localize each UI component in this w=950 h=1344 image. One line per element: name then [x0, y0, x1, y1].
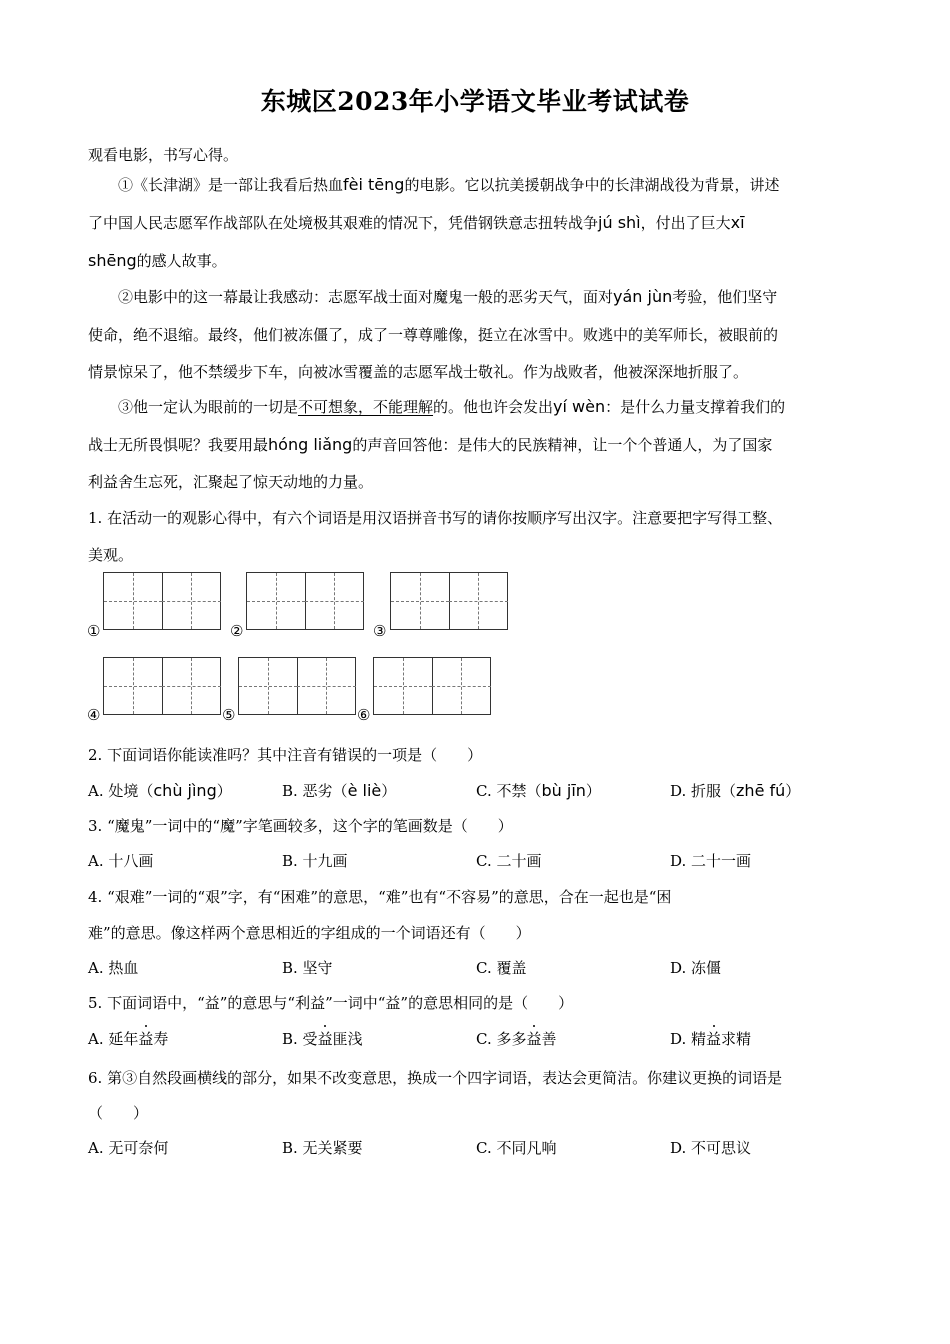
para1-text: ①《长津湖》是一部让我看后热血 — [118, 176, 344, 194]
pinyin-xi: xī — [730, 213, 745, 232]
pinyin-sheng: shēng — [88, 251, 137, 270]
para2-line3: 情景惊呆了，他不禁缓步下车，向被冰雪覆盖的志愿军战士敬礼。作为战败者，他被深深地折服了。 — [88, 363, 749, 381]
q2-stem: 2. 下面词语你能读准吗？其中注音有错误的一项是（ ） — [88, 746, 483, 764]
para1-line1 — [118, 174, 779, 195]
writing-grid-6[interactable] — [373, 657, 491, 715]
intro-text: 观看电影，书写心得。 — [88, 146, 239, 164]
q2-option-d[interactable]: D. 折服（zhē fú） — [670, 781, 801, 800]
para3-text: 的。他也许会发出 — [433, 398, 554, 416]
q6-stem: 6. 第③自然段画横线的部分，如果不改变意思，换成一个四字词语，表达会更简洁。你建议更换的词语是 — [88, 1069, 783, 1087]
para1-text: 的感人故事。 — [136, 252, 227, 270]
pinyin-hongliang: hóng liǎng — [268, 435, 353, 454]
grid-label-2: ② — [230, 622, 244, 640]
grid-label-1: ① — [87, 622, 101, 640]
para3-line3: 利益舍生忘死，汇聚起了惊天动地的力量。 — [88, 473, 374, 491]
emphasis-dot: 益 — [706, 1030, 722, 1048]
q5-stem: 5. 下面词语中，“益”的意思与“利益”一词中“益”的意思相同的是（ ） — [88, 994, 574, 1012]
q4-option-d[interactable]: D. 冻僵 — [670, 959, 722, 977]
q6-stem-cont: （ ） — [88, 1104, 149, 1122]
para3-line1 — [118, 396, 785, 417]
q5-option-b[interactable]: B. 受益匪浅 — [282, 1030, 363, 1048]
pinyin-yiwen: yí wèn — [553, 397, 606, 416]
q3-option-c[interactable]: C. 二十画 — [476, 852, 542, 870]
para1-line3 — [88, 250, 227, 271]
para1-text: 了中国人民志愿军作战部队在处境极其艰难的情况下，凭借钢铁意志扭转战争 — [88, 214, 599, 232]
writing-grid-5[interactable] — [238, 657, 356, 715]
q6-option-d[interactable]: D. 不可思议 — [670, 1139, 752, 1157]
pinyin-jushi: jú shì — [598, 213, 641, 232]
emphasis-dot: 益 — [317, 1030, 333, 1048]
para3-text: ：是什么力量支撑着我们的 — [605, 398, 786, 416]
q4-option-b[interactable]: B. 坚守 — [282, 959, 333, 977]
q2-option-c[interactable]: C. 不禁（bù jīn） — [476, 781, 601, 800]
pinyin-yanjun: yán jùn — [613, 287, 673, 306]
para3-line2 — [88, 434, 772, 455]
q6-option-a[interactable]: A. 无可奈何 — [88, 1139, 169, 1157]
q1-stem: 1. 在活动一的观影心得中，有六个词语是用汉语拼音书写的请你按顺序写出汉字。注意要把字写得工整、 — [88, 509, 783, 527]
grid-label-4: ④ — [87, 706, 101, 724]
emphasis-dot: 益 — [138, 1030, 154, 1048]
grid-label-5: ⑤ — [222, 706, 236, 724]
para1-text: ，付出了巨大 — [640, 214, 731, 232]
q4-option-a[interactable]: A. 热血 — [88, 959, 139, 977]
writing-grid-4[interactable] — [103, 657, 221, 715]
writing-grid-3[interactable] — [390, 572, 508, 630]
q5-option-a[interactable]: A. 延年益寿 — [88, 1030, 169, 1048]
para2-text: 考验，他们坚守 — [672, 288, 778, 306]
q3-stem: 3. “魔鬼”一词中的“魔”字笔画较多，这个字的笔画数是（ ） — [88, 817, 513, 835]
underlined-phrase: 不可想象，不能理解 — [298, 398, 434, 416]
q3-option-b[interactable]: B. 十九画 — [282, 852, 348, 870]
q5-option-c[interactable]: C. 多多益善 — [476, 1030, 557, 1048]
q6-option-c[interactable]: C. 不同凡响 — [476, 1139, 557, 1157]
grid-label-6: ⑥ — [357, 706, 371, 724]
emphasis-dot: 益 — [526, 1030, 542, 1048]
grid-label-3: ③ — [373, 622, 387, 640]
para3-text: 的声音回答他：是伟大的民族精神，让一个个普通人，为了国家 — [352, 436, 773, 454]
para2-text: ②电影中的这一幕最让我感动：志愿军战士面对魔鬼一般的恶劣天气，面对 — [118, 288, 614, 306]
q4-stem-cont: 难”的意思。像这样两个意思相近的字组成的一个词语还有（ ） — [88, 924, 531, 942]
writing-grid-2[interactable] — [246, 572, 364, 630]
q6-option-b[interactable]: B. 无关紧要 — [282, 1139, 363, 1157]
q4-option-c[interactable]: C. 覆盖 — [476, 959, 527, 977]
para3-text: 战士无所畏惧呢？我要用最 — [88, 436, 269, 454]
para3-text: ③他一定认为眼前的一切是 — [118, 398, 299, 416]
pinyin-feiteng: fèi tēng — [343, 175, 405, 194]
q4-stem: 4. “艰难”一词的“艰”字，有“困难”的意思，“难”也有“不容易”的意思，合在一起也是“困 — [88, 888, 672, 906]
q2-option-b[interactable]: B. 恶劣（è liè） — [282, 781, 397, 800]
q5-option-d[interactable]: D. 精益求精 — [670, 1030, 752, 1048]
writing-grid-1[interactable] — [103, 572, 221, 630]
para1-line2 — [88, 212, 745, 233]
para2-line1 — [118, 286, 777, 307]
para2-line2: 使命，绝不退缩。最终，他们被冻僵了，成了一尊尊雕像，挺立在冰雪中。败逃中的美军师长，被眼前的 — [88, 326, 779, 344]
q3-option-d[interactable]: D. 二十一画 — [670, 852, 752, 870]
para1-text: 的电影。它以抗美援朝战争中的长津湖战役为背景，讲述 — [404, 176, 780, 194]
q3-option-a[interactable]: A. 十八画 — [88, 852, 154, 870]
q2-option-a[interactable]: A. 处境（chù jìng） — [88, 781, 232, 800]
q1-stem-cont: 美观。 — [88, 546, 134, 564]
page-title: 东城区2023年小学语文毕业考试试卷 — [260, 87, 690, 116]
